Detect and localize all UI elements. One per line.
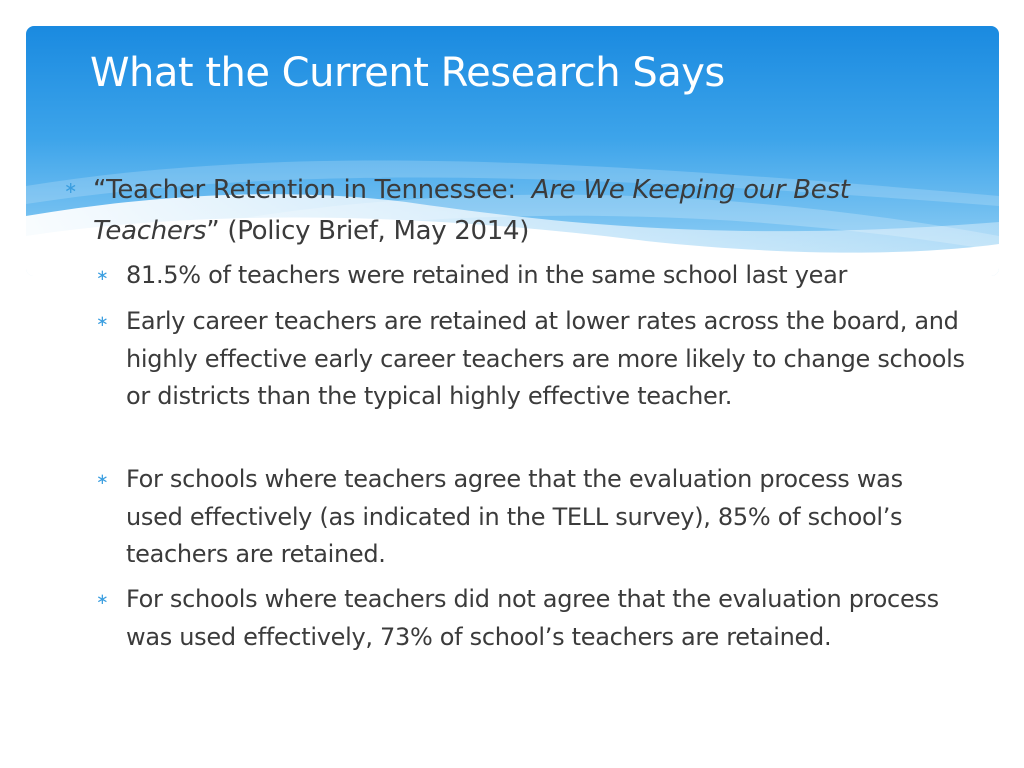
main-bullet	[93, 170, 963, 252]
sub-bullet-star-icon: ∗	[96, 470, 109, 488]
sub-bullet-3: For schools where teachers agree that the evaluation process was used effectively (as indicated in the TELL survey), 85% of school’s teachers are retained.	[126, 465, 903, 568]
quote-close: ”	[206, 216, 220, 246]
brief-title: Teacher Retention in Tennessee:	[106, 175, 516, 205]
sub-bullet-2: Early career teachers are retained at lower rates across the board, and highly effective early career teachers are more likely to change schools or districts than the typical highly effective teacher.	[126, 307, 965, 410]
brief-title-italic-2: Teachers	[93, 216, 207, 246]
sub-bullet-1: 81.5% of teachers were retained in the same school last year	[126, 261, 848, 289]
sub-bullet-star-icon: ∗	[96, 266, 109, 284]
brief-source: (Policy Brief, May 2014)	[219, 216, 530, 246]
bullet-star-icon: ∗	[64, 178, 78, 197]
sub-bullet-star-icon: ∗	[96, 312, 109, 330]
sub-bullet-4: For schools where teachers did not agree that the evaluation process was used effectively, 73% of school’s teachers are retained.	[126, 585, 939, 651]
brief-title-italic: Are We Keeping our Best	[531, 175, 850, 205]
quote-open: “	[93, 175, 107, 205]
slide-title: What the Current Research Says	[90, 50, 725, 96]
sub-bullet-star-icon: ∗	[96, 590, 109, 608]
